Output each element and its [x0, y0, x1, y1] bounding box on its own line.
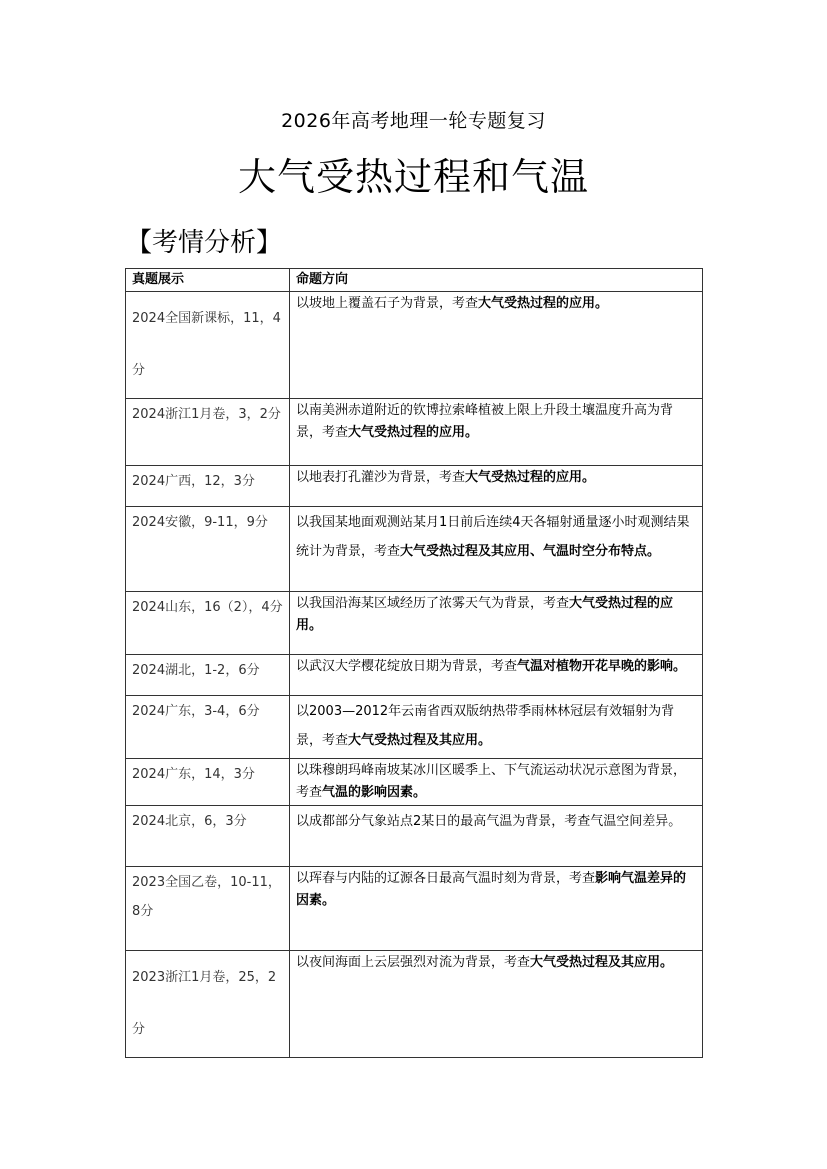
- row-source: 2024浙江1月卷，3，2分: [126, 399, 290, 466]
- row-source: 2024北京，6，3分: [126, 806, 290, 867]
- row-direction: 以夜间海面上云层强烈对流为背景，考查大气受热过程及其应用。: [290, 951, 703, 1058]
- row-direction: 以地表打孔灌沙为背景，考查大气受热过程的应用。: [290, 466, 703, 507]
- row-direction: 以珲春与内陆的辽源各日最高气温时刻为背景，考查影响气温差异的因素。: [290, 867, 703, 951]
- row-source: 2024广东，14，3分: [126, 759, 290, 806]
- section-heading: 【考情分析】: [126, 228, 283, 258]
- row-direction: 以2003—2012年云南省西双版纳热带季雨林林冠层有效辐射为背景，考查大气受热过程及其应用。: [290, 696, 703, 759]
- row-source: 2024安徽，9-11，9分: [126, 507, 290, 592]
- document-subtitle: 2026年高考地理一轮专题复习: [281, 110, 546, 132]
- table-row: [126, 951, 703, 1058]
- table-row: [126, 759, 703, 806]
- row-source: 2024湖北，1-2，6分: [126, 655, 290, 696]
- table-row: [126, 867, 703, 951]
- table-row: [126, 399, 703, 466]
- row-direction: 以我国某地面观测站某月1日前后连续4天各辐射通量逐小时观测结果统计为背景，考查大气受热过程及其应用、气温时空分布特点。: [290, 507, 703, 592]
- row-source: 2024山东，16（2），4分: [126, 592, 290, 655]
- table-header-row: [126, 269, 703, 292]
- exam-analysis-table: [125, 268, 703, 1058]
- row-direction: 以珠穆朗玛峰南坡某冰川区暖季上、下气流运动状况示意图为背景，考查气温的影响因素。: [290, 759, 703, 806]
- table-row: [126, 592, 703, 655]
- row-direction: 以武汉大学樱花绽放日期为背景，考查气温对植物开花早晚的影响。: [290, 655, 703, 696]
- table-row: [126, 655, 703, 696]
- table-row: [126, 292, 703, 399]
- table-row: [126, 696, 703, 759]
- column-header-source: 真题展示: [126, 269, 290, 292]
- row-source: 2024广东，3-4，6分: [126, 696, 290, 759]
- table-row: [126, 466, 703, 507]
- row-direction: 以我国沿海某区域经历了浓雾天气为背景，考查大气受热过程的应用。: [290, 592, 703, 655]
- column-header-direction: 命题方向: [290, 269, 703, 292]
- row-source: 2023全国乙卷，10-11，8分: [126, 867, 290, 951]
- row-source: 2023浙江1月卷，25，2分: [126, 951, 290, 1058]
- row-source: 2024全国新课标，11，4分: [126, 292, 290, 399]
- row-source: 2024广西，12，3分: [126, 466, 290, 507]
- row-direction: 以南美洲赤道附近的钦博拉索峰植被上限上升段土壤温度升高为背景，考查大气受热过程的应用。: [290, 399, 703, 466]
- table-row: [126, 806, 703, 867]
- document-title: 大气受热过程和气温: [237, 155, 589, 199]
- table-row: [126, 507, 703, 592]
- row-direction: 以成都部分气象站点2某日的最高气温为背景，考查气温空间差异。: [290, 806, 703, 867]
- row-direction: 以坡地上覆盖石子为背景，考查大气受热过程的应用。: [290, 292, 703, 399]
